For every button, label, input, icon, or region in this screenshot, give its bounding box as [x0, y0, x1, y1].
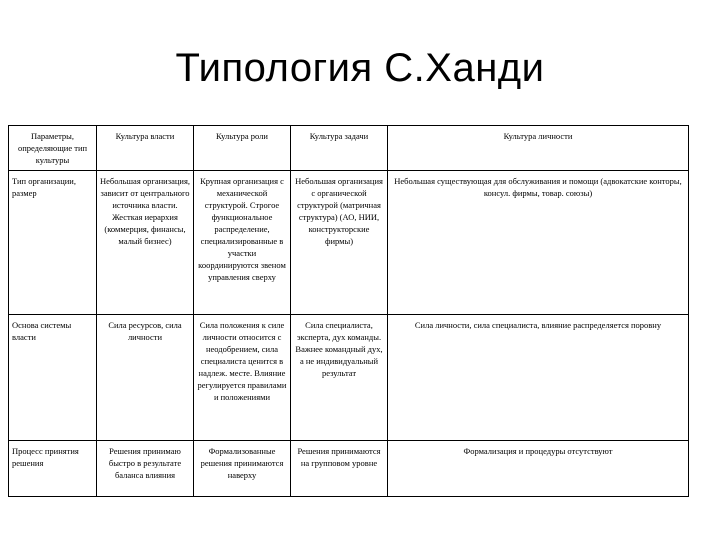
- cell-person: Сила личности, сила специалиста, влияние распределяется поровну: [388, 315, 689, 441]
- cell-power: Решения принимаю быстро в результате баланса влияния: [97, 441, 194, 497]
- cell-power: Сила ресурсов, сила личности: [97, 315, 194, 441]
- typology-table: [8, 125, 689, 497]
- row-label: Основа системы власти: [9, 315, 97, 441]
- cell-role: Крупная организация с механической структурой. Строгое функциональное распределение, специализированные в участки координируются звеном управления сверху: [194, 171, 291, 315]
- cell-person: Небольшая существующая для обслуживания и помощи (адвокатские конторы, консул. фирмы, товар. союзы): [388, 171, 689, 315]
- row-label: Тип организации, размер: [9, 171, 97, 315]
- header-power-culture: Культура власти: [97, 126, 194, 171]
- cell-task: Решения принимаются на групповом уровне: [291, 441, 388, 497]
- cell-task: Небольшая организация с органической структурой (матричная структура) (АО, НИИ, конструкторские фирмы): [291, 171, 388, 315]
- header-parameters: Параметры, определяющие тип культуры: [9, 126, 97, 171]
- row-label: Процесс принятия решения: [9, 441, 97, 497]
- table-row-power-system: [9, 315, 689, 441]
- cell-role: Формализованные решения принимаются наверху: [194, 441, 291, 497]
- cell-role: Сила положения к силе личности относится с неодобрением, сила специалиста ценится в надлеж. месте. Влияние регулируется правилами и положениями: [194, 315, 291, 441]
- table-header-row: [9, 126, 689, 171]
- cell-person: Формализация и процедуры отсутствуют: [388, 441, 689, 497]
- slide-title: Типология С.Ханди: [175, 46, 545, 90]
- cell-power: Небольшая организация, зависит от центрального источника власти. Жесткая иерархия (коммерция, финансы, малый бизнес): [97, 171, 194, 315]
- header-role-culture: Культура роли: [194, 126, 291, 171]
- table-row-decision-process: [9, 441, 689, 497]
- cell-task: Сила специалиста, эксперта, дух команды. Важнее командный дух, а не индивидуальный результат: [291, 315, 388, 441]
- header-person-culture: Культура личности: [388, 126, 689, 171]
- table-row-organization-type: [9, 171, 689, 315]
- header-task-culture: Культура задачи: [291, 126, 388, 171]
